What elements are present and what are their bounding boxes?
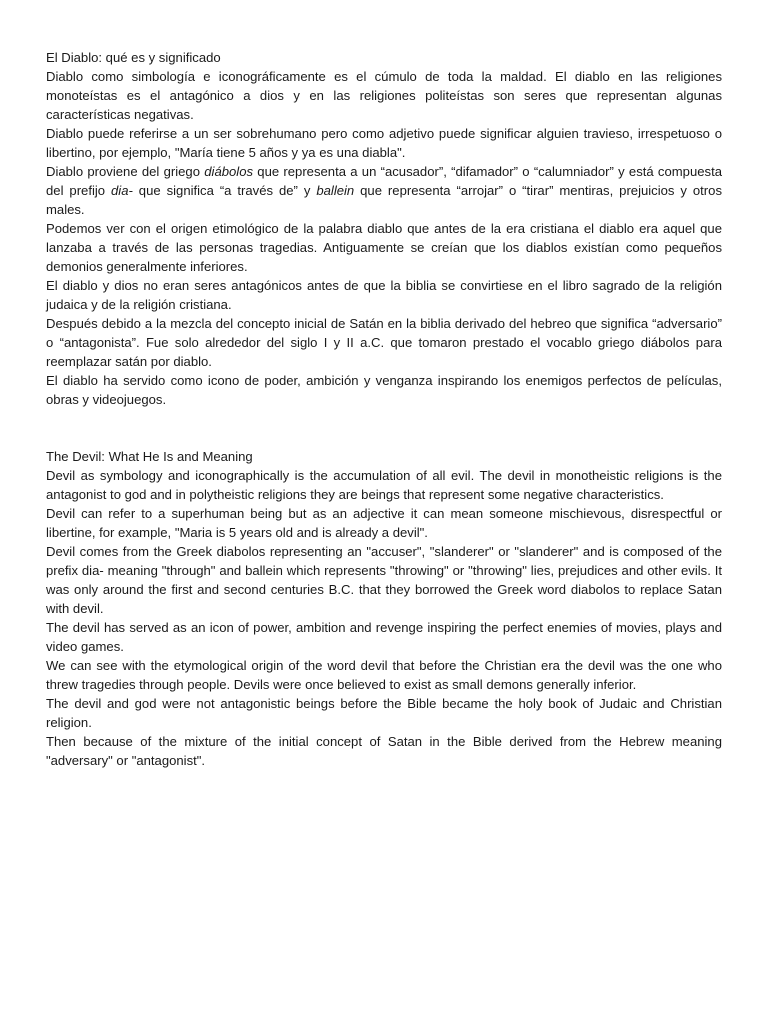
spanish-paragraph-5: Después debido a la mezcla del concepto inicial de Satán en la biblia derivado del hebreo que significa “adversario” o “antagonista”. Fue solo alrededor del siglo I y II a.C. que tomaron prestado el vocablo griego diábolos para reemplazar satán por diablo. [46,316,722,369]
english-paragraph-5: We can see with the etymological origin of the word devil that before the Christian era the devil was the one who threw tragedies through people. Devils were once believed to exist as small demons generally inferior. [46,658,722,692]
etymology-term-diabolos: diábolos [204,164,254,179]
etymology-text: que significa “a través de” y [132,183,317,198]
english-paragraph-7: Then because of the mixture of the initial concept of Satan in the Bible derived from the Hebrew meaning "adversary" or "antagonist". [46,734,722,768]
english-paragraph-1: Devil as symbology and iconographically is the accumulation of all evil. The devil in monotheistic religions is the antagonist to god and in polytheistic religions they are beings that represent some negative characteristics. [46,468,722,502]
spanish-section [46,48,722,409]
document-body [46,48,722,770]
etymology-text: Diablo proviene del griego [46,164,205,179]
english-paragraph-2: Devil can refer to a superhuman being but as an adjective it can mean someone mischievous, disrespectful or libertine, for example, "Maria is 5 years old and is already a devil". [46,506,722,540]
etymology-term-ballein: ballein [316,183,355,198]
etymology-text: que representa “arrojar” o “tirar” mentiras, prejuicios y otros males. [46,183,722,217]
spanish-title: El Diablo: qué es y significado [46,50,221,65]
english-title: The Devil: What He Is and Meaning [46,449,253,464]
spanish-paragraph-4: El diablo y dios no eran seres antagónicos antes de que la biblia se convirtiese en el libro sagrado de la religión judaica y de la religión cristiana. [46,278,722,312]
english-paragraph-6: The devil and god were not antagonistic beings before the Bible became the holy book of Judaic and Christian religion. [46,696,722,730]
english-paragraph-4: The devil has served as an icon of power, ambition and revenge inspiring the perfect enemies of movies, plays and video games. [46,620,722,654]
spanish-paragraph-6: El diablo ha servido como icono de poder, ambición y venganza inspirando los enemigos perfectos de películas, obras y videojuegos. [46,373,722,407]
etymology-text: que representa a un “acusador”, “difamador” o “calumniador” y está compuesta del prefijo [46,164,722,198]
spanish-paragraph-1: Diablo como simbología e iconográficamente es el cúmulo de toda la maldad. El diablo en las religiones monoteístas es el antagónico a dios y en las religiones politeístas son seres que representan algunas características negativas. [46,69,722,122]
spanish-paragraph-2: Diablo puede referirse a un ser sobrehumano pero como adjetivo puede significar alguien travieso, irrespetuoso o libertino, por ejemplo, "María tiene 5 años y ya es una diabla". [46,126,722,160]
spanish-paragraph-3: Podemos ver con el origen etimológico de la palabra diablo que antes de la era cristiana el diablo era aquel que lanzaba a través de las personas tragedias. Antiguamente se creían que los diablos existían como pequeños demonios generalmente inferiores. [46,221,722,274]
etymology-term-dia: dia- [111,183,133,198]
english-paragraph-3: Devil comes from the Greek diabolos representing an "accuser", "slanderer" or "slanderer" and is composed of the prefix dia- meaning "through" and ballein which represents "throwing" or "throwing" lies, prejudices and other evils. It was only around the first and second centuries B.C. that they borrowed the Greek word diabolos to replace Satan with devil. [46,544,722,616]
spanish-paragraph-etymology [46,162,722,219]
english-section [46,447,722,770]
